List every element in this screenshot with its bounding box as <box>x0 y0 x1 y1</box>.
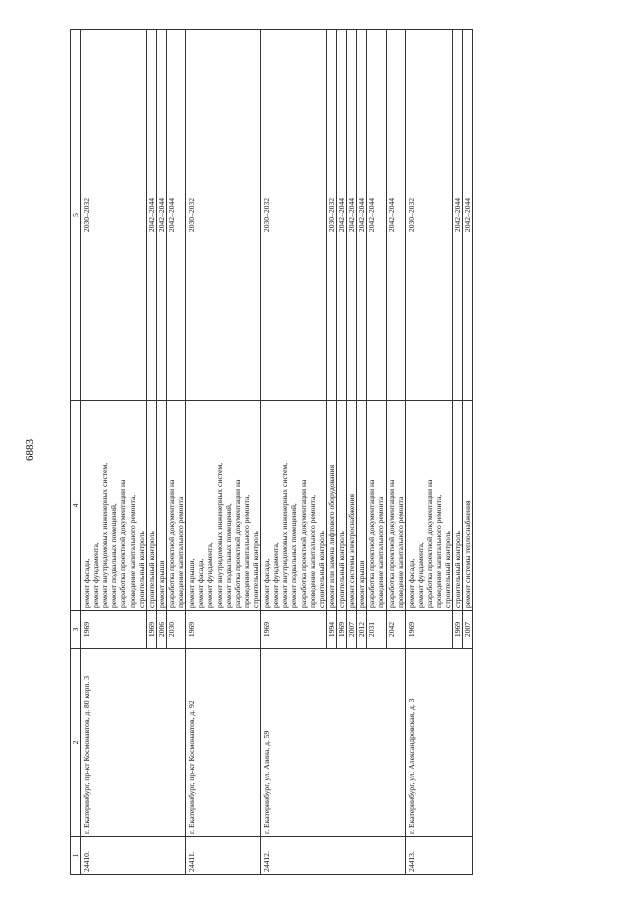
record-address: г. Екатеринбург, пр-кт Космонавтов, д. 80 корп. 3 <box>81 649 186 837</box>
repair-schedule-table <box>70 29 473 875</box>
column-header: 3 <box>71 611 81 649</box>
record-works <box>261 401 327 611</box>
record-period: 2042–2044 <box>146 30 156 401</box>
record-year: 1969 <box>453 611 463 649</box>
record-year: 2007 <box>347 611 357 649</box>
record-works <box>347 401 357 611</box>
work-item: строительный контроль <box>136 531 146 608</box>
column-header: 2 <box>71 649 81 837</box>
work-item: ремонт крыши, <box>187 558 197 608</box>
record-year: 1969 <box>336 611 346 649</box>
page-number: 6883 <box>24 439 36 461</box>
work-item: ремонт подвальных помещений, <box>109 503 119 608</box>
record-works <box>186 401 261 611</box>
record-works <box>405 401 453 611</box>
record-row <box>261 30 327 875</box>
work-item: проведение капитального ремонта, <box>241 494 251 608</box>
record-address: г. Екатеринбург, пр-кт Космонавтов, д. 92 <box>186 649 261 837</box>
work-item: ремонт крыши <box>357 560 367 608</box>
work-item: строительный контроль <box>316 531 326 608</box>
work-item: ремонт фасада, <box>406 558 416 608</box>
work-item: ремонт фундамента, <box>271 542 281 608</box>
record-number: 24412. <box>261 837 406 875</box>
record-period: 2042–2044 <box>453 30 463 401</box>
rotated-table-container <box>70 30 600 875</box>
record-year: 2012 <box>357 611 367 649</box>
record-works <box>386 401 405 611</box>
work-item: ремонт внутридомовых инженерных систем, <box>100 462 110 608</box>
work-item: строительный контроль <box>443 531 453 608</box>
record-period: 2030–2032 <box>186 30 261 401</box>
column-header: 5 <box>71 30 81 401</box>
column-header: 4 <box>71 401 81 611</box>
record-year: 2007 <box>463 611 473 649</box>
work-item: ремонт фундамента, <box>415 542 425 608</box>
record-works <box>146 401 156 611</box>
record-period: 2042–2044 <box>357 30 367 401</box>
record-works <box>453 401 463 611</box>
work-item: разработка проектной документации на <box>232 479 242 608</box>
record-row <box>81 30 147 875</box>
record-period: 2042–2044 <box>166 30 185 401</box>
record-year: 1969 <box>186 611 261 649</box>
record-works <box>357 401 367 611</box>
record-period: 2042–2044 <box>336 30 346 401</box>
record-year: 2042 <box>386 611 405 649</box>
work-item: ремонт фасада, <box>82 558 91 608</box>
table-header-row <box>71 30 81 875</box>
work-item: ремонт фундамента, <box>205 542 215 608</box>
work-item: ремонт внутридомовых инженерных систем, <box>214 462 224 608</box>
work-item: разработка проектной документации на <box>298 479 308 608</box>
work-item: проведение капитального ремонта <box>395 496 405 608</box>
work-item: проведение капитального ремонта, <box>307 494 317 608</box>
work-item: строительный контроль <box>250 531 260 608</box>
work-item: ремонт системы электроснабжения <box>347 493 357 608</box>
record-number: 24413. <box>405 837 473 875</box>
record-year: 2031 <box>367 611 386 649</box>
record-number: 24410. <box>81 837 186 875</box>
record-period: 2042–2044 <box>156 30 166 401</box>
record-address: г. Екатеринбург, ул. Александровская, д. 3 <box>405 649 473 837</box>
record-row <box>186 30 261 875</box>
record-works <box>326 401 336 611</box>
work-item: проведение капитального ремонта <box>376 496 386 608</box>
work-item: разработка проектной документации на <box>166 479 176 608</box>
work-item: ремонт крыши <box>156 560 166 608</box>
record-period: 2042–2044 <box>347 30 357 401</box>
record-address: г. Екатеринбург, ул. Азина, д. 59 <box>261 649 406 837</box>
record-works <box>367 401 386 611</box>
record-works <box>336 401 346 611</box>
work-item: ремонт фасада, <box>262 558 272 608</box>
work-item: ремонт фундамента, <box>91 542 101 608</box>
work-item: разработка проектной документации на <box>367 479 377 608</box>
work-item: проведение капитального ремонта, <box>434 494 444 608</box>
work-item: проведение капитального ремонта <box>176 496 186 608</box>
record-year: 1969 <box>405 611 453 649</box>
work-item: ремонт или замена лифтового оборудования <box>326 464 336 608</box>
record-number: 24411. <box>186 837 261 875</box>
record-period: 2042–2044 <box>367 30 386 401</box>
record-year: 1994 <box>326 611 336 649</box>
record-period: 2030–2032 <box>81 30 147 401</box>
record-period: 2042–2044 <box>463 30 473 401</box>
work-item: разработка проектной документации на <box>424 479 434 608</box>
record-works <box>156 401 166 611</box>
work-item: строительный контроль <box>453 531 463 608</box>
work-item: ремонт подвальных помещений, <box>223 503 233 608</box>
record-works <box>463 401 473 611</box>
work-item: разработка проектной документации на <box>118 479 128 608</box>
record-row <box>405 30 453 875</box>
record-year: 1969 <box>261 611 327 649</box>
record-period: 2030–2032 <box>405 30 453 401</box>
work-item: строительный контроль <box>146 531 156 608</box>
work-item: строительный контроль <box>336 531 346 608</box>
record-year: 1969 <box>81 611 147 649</box>
record-works <box>81 401 147 611</box>
work-item: ремонт внутридомовых инженерных систем, <box>280 462 290 608</box>
record-period: 2030–2032 <box>261 30 327 401</box>
work-item: разработка проектной документации на <box>386 479 396 608</box>
record-year: 1969 <box>146 611 156 649</box>
record-works <box>166 401 185 611</box>
work-item: ремонт фасада, <box>196 558 206 608</box>
record-year: 2006 <box>156 611 166 649</box>
record-period: 2030–2032 <box>326 30 336 401</box>
record-year: 2030 <box>166 611 185 649</box>
work-item: проведение капитального ремонта, <box>127 494 137 608</box>
column-header: 1 <box>71 837 81 875</box>
work-item: ремонт подвальных помещений, <box>289 503 299 608</box>
table-body <box>81 30 473 875</box>
work-item: ремонт системы теплоснабжения <box>463 500 473 608</box>
record-period: 2042–2044 <box>386 30 405 401</box>
